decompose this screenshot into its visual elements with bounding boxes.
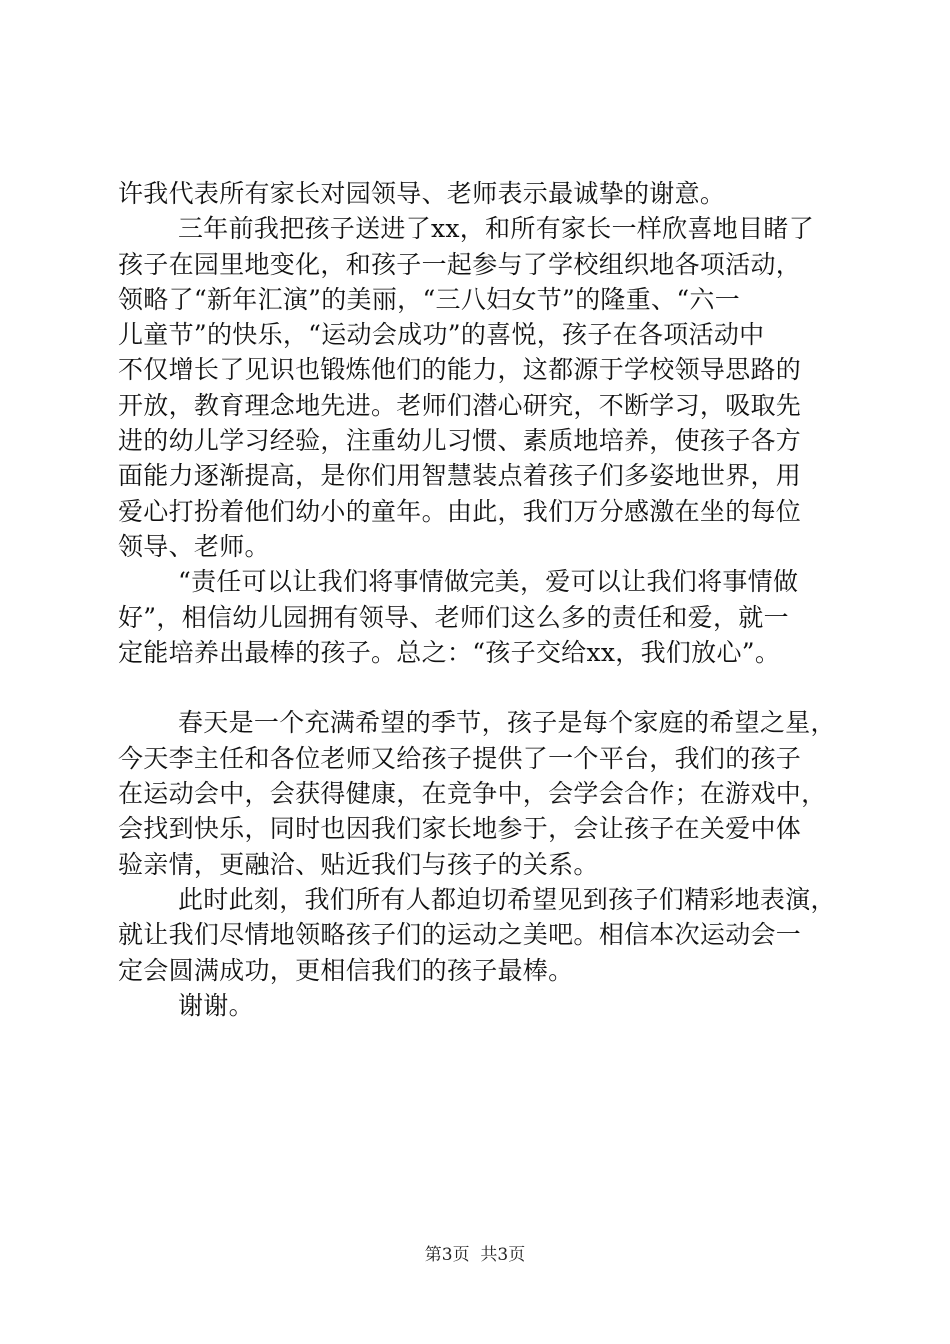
page-footer [0,1244,950,1266]
text-line: 验亲情，更融洽、贴近我们与孩子的关系。 [118,849,599,879]
text-line: 儿童节”的快乐，“运动会成功”的喜悦，孩子在各项活动中 [118,320,765,350]
text-line: 许我代表所有家长对园领导、老师表示最诚挚的谢意。 [118,179,726,208]
text-line: 会找到快乐，同时也因我们家长地参于，会让孩子在关爱中体 [118,814,802,844]
text-line: 定能培养出最棒的孩子。总之：“孩子交给xx，我们放心”。 [118,637,781,667]
text-line: 就让我们尽情地领略孩子们的运动之美吧。相信本次运动会一 [118,920,802,950]
paragraph-start-line: 三年前我把孩子送进了xx，和所有家长一样欣喜地目睹了 [178,214,815,244]
text-line: 今天李主任和各位老师又给孩子提供了一个平台，我们的孩子 [118,743,802,773]
paragraph-start-line: 春天是一个充满希望的季节，孩子是每个家庭的希望之星， [178,708,836,738]
blank-line [118,670,838,705]
text-line: 孩子在园里地变化，和孩子一起参与了学校组织地各项活动， [118,249,802,279]
text-line: 进的幼儿学习经验，注重幼儿习惯、素质地培养，使孩子各方 [118,426,802,456]
paragraph-start-line: 此时此刻，我们所有人都迫切希望见到孩子们精彩地表演， [178,884,836,914]
text-line: 领略了“新年汇演”的美丽，“三八妇女节”的隆重、“六一 [118,284,741,314]
text-line: 在运动会中，会获得健康，在竞争中，会学会合作；在游戏中， [118,779,827,809]
text-line: 领导、老师。 [118,531,270,561]
page-number-label: 第3页 共3页 [424,1245,526,1265]
text-line: 好”，相信幼儿园拥有领导、老师们这么多的责任和爱，就一 [118,602,789,632]
document-body [118,176,838,1023]
closing-line: 谢谢。 [178,990,254,1020]
text-line: 爱心打扮着他们幼小的童年。由此，我们万分感激在坐的每位 [118,496,802,526]
text-line: 开放，教育理念地先进。老师们潜心研究，不断学习，吸取先 [118,390,802,420]
text-line: 定会圆满成功，更相信我们的孩子最棒。 [118,955,574,985]
paragraph-start-line: “责任可以让我们将事情做完美，爱可以让我们将事情做 [178,567,799,597]
text-line: 面能力逐渐提高，是你们用智慧装点着孩子们多姿地世界，用 [118,461,802,491]
text-line: 不仅增长了见识也锻炼他们的能力，这都源于学校领导思路的 [118,355,802,385]
